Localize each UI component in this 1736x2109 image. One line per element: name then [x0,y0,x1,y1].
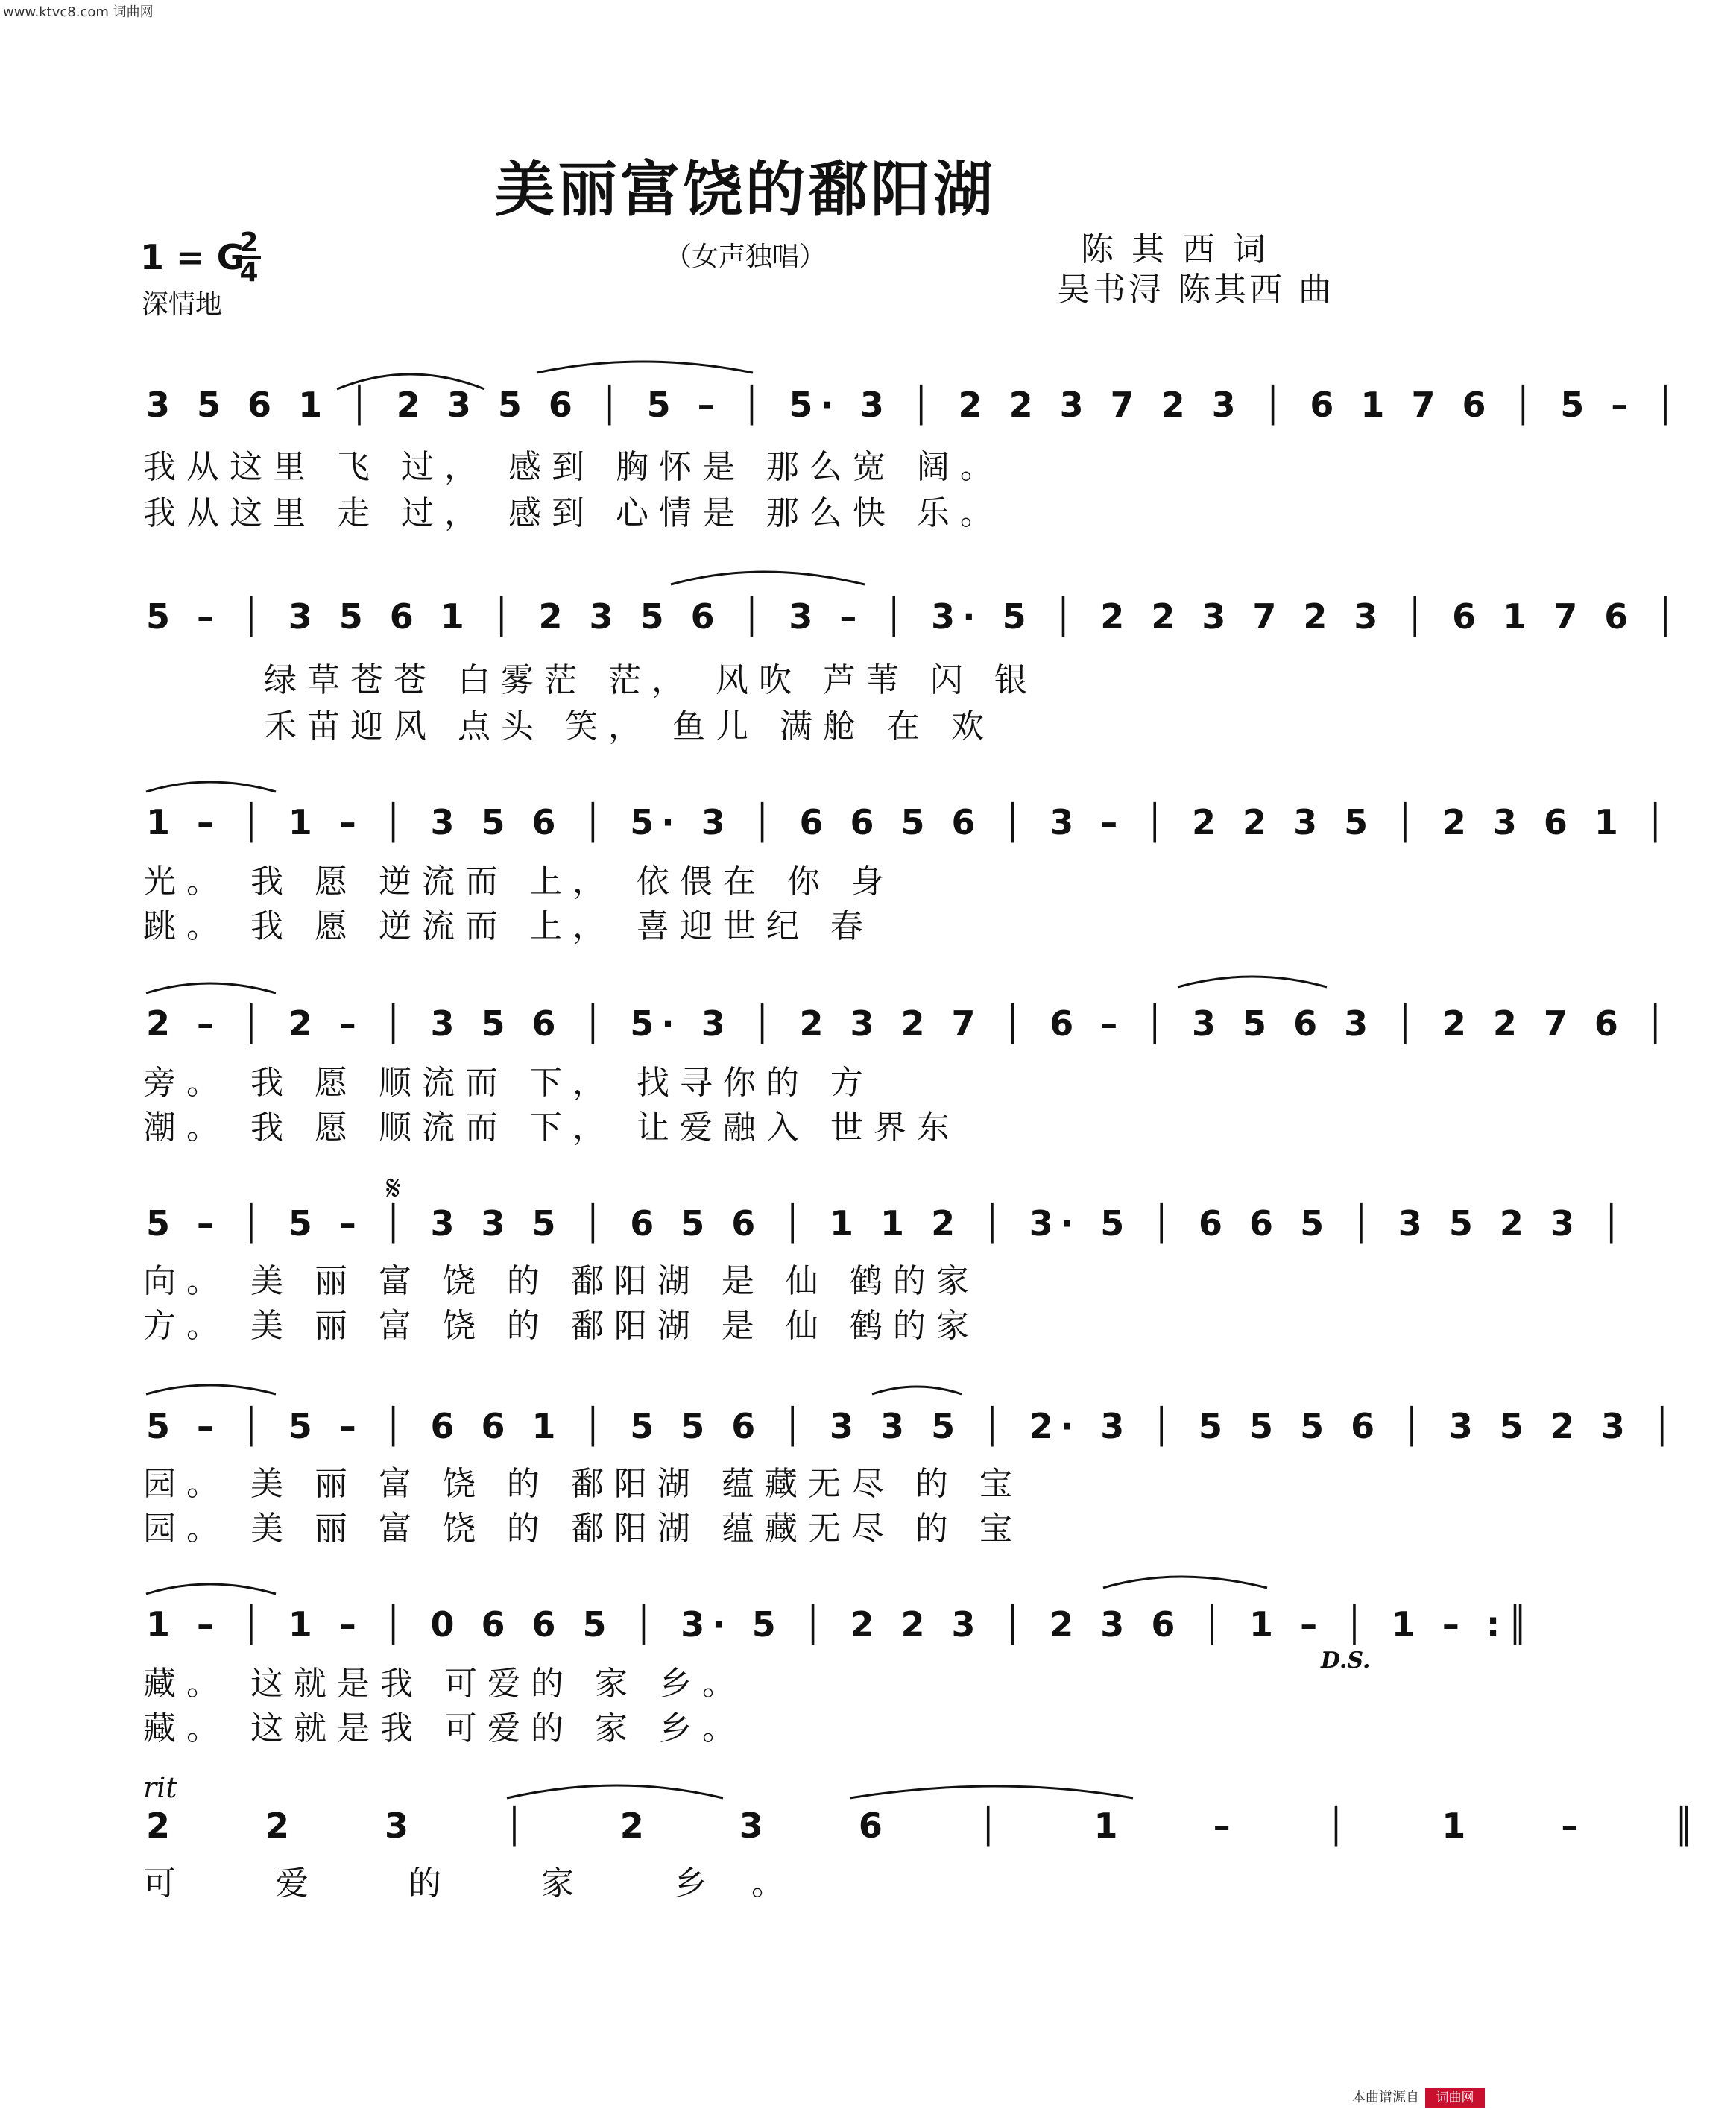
system-1-lyrics-verse-1: 我从这里 飞 过， 感到 胸怀是 那么宽 阔。 [143,448,1003,486]
slur [146,782,276,792]
dal-segno-marking: D.S. [1321,1648,1371,1674]
song-title: 美丽富饶的鄱阳湖 [495,154,996,224]
ritardando-marking: rit [143,1771,177,1804]
system-3-lyrics-verse-2: 跳。 我 愿 逆流而 上， 喜迎世纪 春 [143,907,874,945]
slur [1103,1577,1267,1588]
system-3-lyrics-verse-1: 光。 我 愿 逆流而 上， 依偎在 你 身 [143,863,894,901]
slur [146,983,276,993]
key-signature: 1 = G [140,237,245,277]
system-1-notes: 3 5 6 1 │ 2 3 5 6 │ 5 – │ 5· 3 │ 2 2 3 7 2 3 │ 6 1 7 6 │ 5 – │ [146,385,1683,425]
system-5-lyrics-verse-1: 向。 美 丽 富 饶 的 鄱阳湖 是 仙 鹤的家 [143,1262,979,1300]
slur [537,362,753,373]
composer-credit: 吴书浔 陈其西 曲 [1057,271,1334,309]
site-logo: 词曲网 [1425,2088,1485,2108]
system-5-lyrics-verse-2: 方。 美 丽 富 饶 的 鄱阳湖 是 仙 鹤的家 [143,1307,979,1345]
system-4-notes: 2 – │ 2 – │ 3 5 6 │ 5· 3 │ 2 3 2 7 │ 6 – │ 3 5 6 3 │ 2 2 7 6 │ [146,1003,1673,1044]
slur [146,1584,276,1594]
system-2-lyrics-verse-2: 禾苗迎风 点头 笑， 鱼儿 满舱 在 欢 [264,707,994,745]
slur [872,1387,962,1394]
slur [1178,977,1327,987]
slur [850,1786,1133,1798]
system-4-lyrics-verse-1: 旁。 我 愿 顺流而 下， 找寻你的 方 [143,1064,874,1102]
slur [337,374,484,389]
system-4-lyrics-verse-2: 潮。 我 愿 顺流而 下， 让爱融入 世界东 [143,1109,960,1147]
time-signature-top: 2 [239,227,259,258]
slur [146,1385,276,1394]
system-7-lyrics-verse-2: 藏。 这就是我 可爱的 家 乡。 [143,1709,745,1747]
system-8-notes: 2 2 3 │ 2 3 6 │ 1 – │ 1 – ║ [146,1806,1736,1846]
segno-marking: 𝄋 [386,1167,401,1208]
slur [507,1785,723,1798]
song-subtitle: （女声独唱） [664,242,826,272]
tempo-marking: 深情地 [142,289,223,320]
slur [671,572,865,584]
system-7-lyrics-verse-1: 藏。 这就是我 可爱的 家 乡。 [143,1665,745,1703]
system-1-lyrics-verse-2: 我从这里 走 过， 感到 心情是 那么快 乐。 [143,494,1003,532]
watermark-bottom-right: 本曲谱源自 [1352,2090,1419,2105]
system-5-notes: 5 – │ 5 – │ 3 3 5 │ 6 5 6 │ 1 1 2 │ 3· 5 │ 6 6 5 │ 3 5 2 3 │ [146,1203,1629,1243]
system-2-notes: 5 – │ 3 5 6 1 │ 2 3 5 6 │ 3 – │ 3· 5 │ 2 2 3 7 2 3 │ 6 1 7 6 │ [146,596,1683,637]
system-2-lyrics-verse-1: 绿草苍苍 白雾茫 茫， 风吹 芦苇 闪 银 [264,661,1038,699]
system-6-lyrics-verse-2: 园。 美 丽 富 饶 的 鄱阳湖 蕴藏无尽 的 宝 [143,1510,1023,1548]
lyricist-credit: 陈其西词 [1081,230,1284,268]
watermark-top-left: www.ktvc8.com 词曲网 [3,4,154,20]
system-3-notes: 1 – │ 1 – │ 3 5 6 │ 5· 3 │ 6 6 5 6 │ 3 – │ 2 2 3 5 │ 2 3 6 1 │ [146,802,1673,842]
system-6-lyrics-verse-1: 园。 美 丽 富 饶 的 鄱阳湖 蕴藏无尽 的 宝 [143,1465,1023,1503]
system-6-notes: 5 – │ 5 – │ 6 6 1 │ 5 5 6 │ 3 3 5 │ 2· 3 │ 5 5 5 6 │ 3 5 2 3 │ [146,1406,1680,1446]
time-signature-bottom: 4 [239,257,259,288]
system-8-lyrics-verse-1: 可 爱 的 家 乡。 [143,1864,829,1902]
system-7-notes: 1 – │ 1 – │ 0 6 6 5 │ 3· 5 │ 2 2 3 │ 2 3 6 │ 1 – │ 1 – :║ [146,1604,1535,1645]
